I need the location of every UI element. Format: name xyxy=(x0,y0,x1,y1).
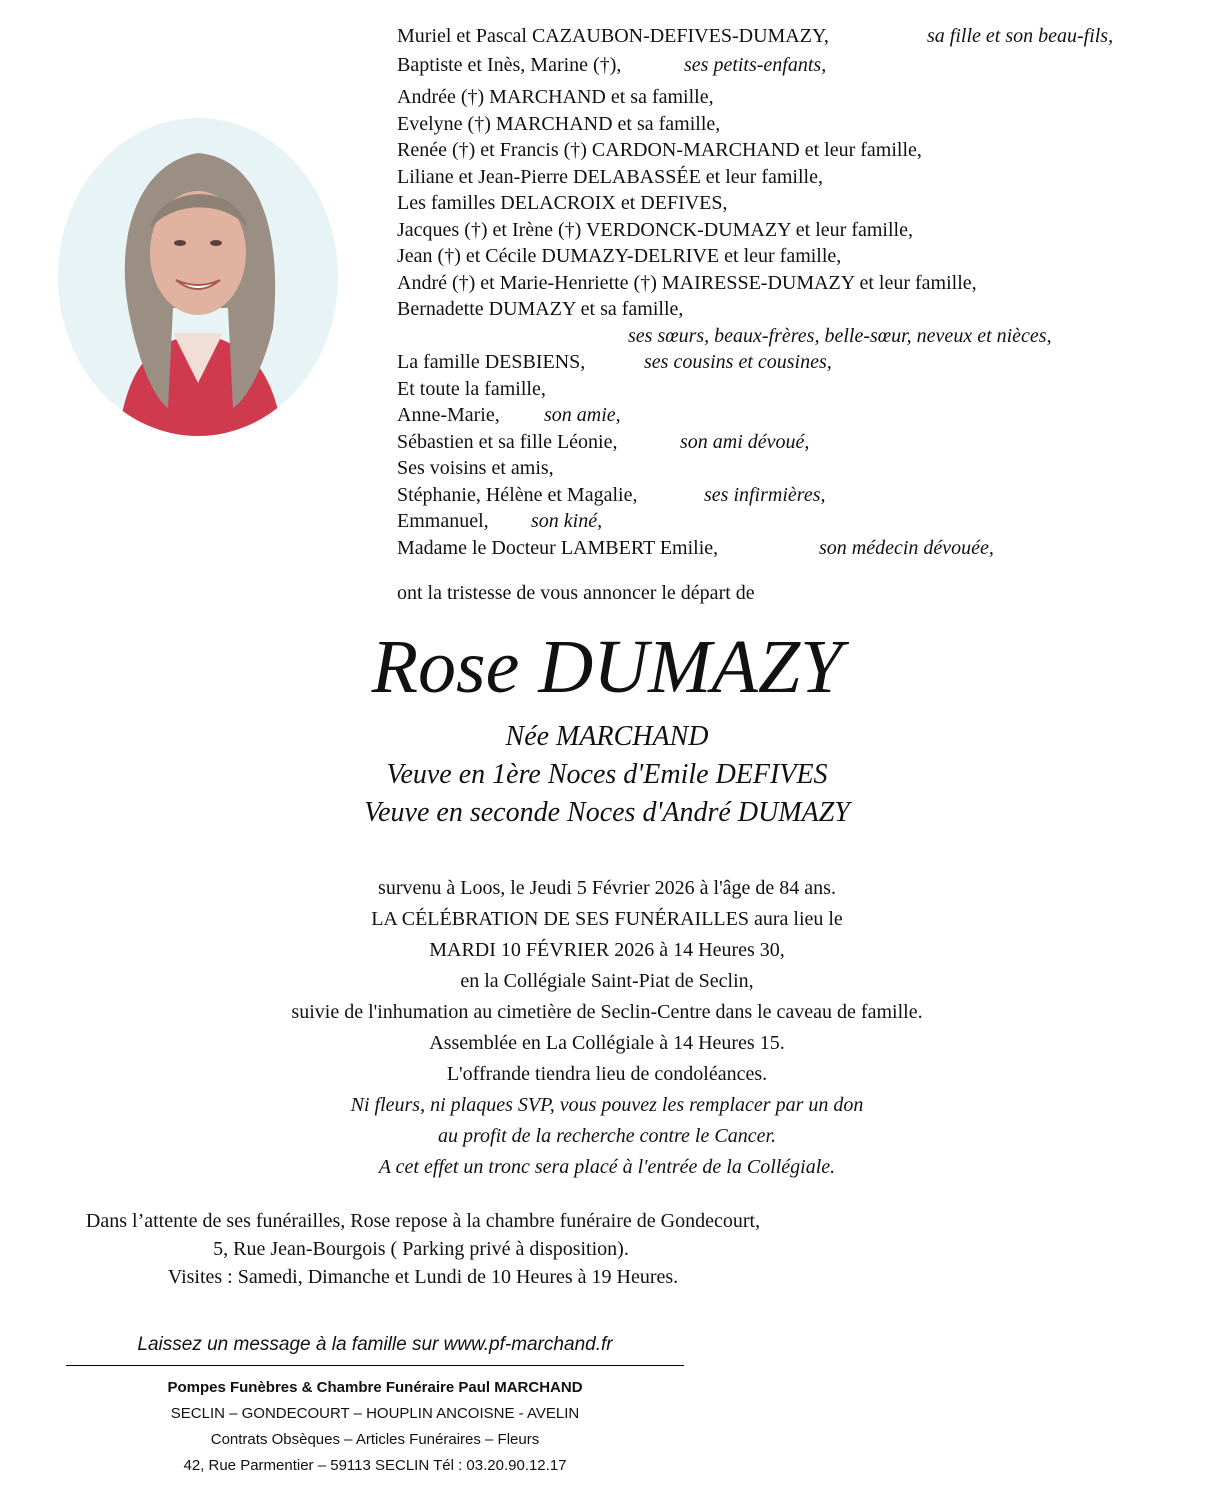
family-line: André (†) et Marie-Henriette (†) MAIRESSE-DUMAZY et leur famille, xyxy=(397,271,977,294)
company-name: Pompes Funèbres & Chambre Funéraire Paul MARCHAND xyxy=(167,1379,583,1396)
ceremony-info: LA CÉLÉBRATION DE SES FUNÉRAILLES aura lieu le xyxy=(371,908,843,930)
family-line xyxy=(397,349,1052,376)
collection-note: A cet effet un tronc sera placé à l'entrée de la Collégiale. xyxy=(378,1156,836,1178)
company-services: Contrats Obsèques – Articles Funéraires – Fleurs xyxy=(210,1431,540,1448)
family-relation: ses cousins et cousines, xyxy=(644,351,832,373)
funeral-details xyxy=(0,873,1214,1183)
wake-location: Dans l’attente de ses funérailles, Rose repose à la chambre funéraire de Gondecourt, xyxy=(85,1210,761,1232)
family-line xyxy=(397,482,1052,509)
family-line: Liliane et Jean-Pierre DELABASSÉE et leur famille, xyxy=(397,165,823,188)
family-relation: ses infirmières, xyxy=(704,483,826,506)
condolences-info: L'offrande tiendra lieu de condoléances. xyxy=(446,1063,768,1085)
funeral-home-info xyxy=(66,1375,684,1479)
family-line: Ses voisins et amis, xyxy=(397,457,554,479)
company-address: 42, Rue Parmentier – 59113 SECLIN Tél : 03.20.90.12.17 xyxy=(183,1457,567,1474)
family-line xyxy=(397,23,1114,52)
family-relation: ses sœurs, beaux-frères, belle-sœur, neveux et nièces, xyxy=(628,324,1052,347)
family-line: Bernadette DUMAZY et sa famille, xyxy=(397,298,684,320)
ceremony-place: en la Collégiale Saint-Piat de Seclin, xyxy=(460,970,754,992)
message-link[interactable]: Laissez un message à la famille sur www.pf-marchand.fr xyxy=(137,1334,613,1355)
family-relation: son médecin dévouée, xyxy=(819,536,994,559)
donation-note: au profit de la recherche contre le Cancer. xyxy=(437,1125,777,1147)
family-names: Stéphanie, Hélène et Magalie, xyxy=(397,483,638,506)
family-names: La famille DESBIENS, xyxy=(397,351,586,373)
family-line xyxy=(397,402,1052,429)
family-line: Jean (†) et Cécile DUMAZY-DELRIVE et leur famille, xyxy=(397,245,842,267)
family-relation: ses petits-enfants, xyxy=(684,54,827,76)
portrait-photo xyxy=(58,118,338,436)
death-info: survenu à Loos, le Jeudi 5 Février 2026 à l'âge de 84 ans. xyxy=(378,877,836,899)
family-list xyxy=(397,23,1114,561)
maiden-name: Née MARCHAND xyxy=(505,721,709,752)
subtitle-block xyxy=(0,718,1214,832)
family-names: Emmanuel, xyxy=(397,510,489,532)
ceremony-date: MARDI 10 FÉVRIER 2026 à 14 Heures 30, xyxy=(429,939,785,961)
burial-info: suivie de l'inhumation au cimetière de Seclin-Centre dans le caveau de famille. xyxy=(291,1001,923,1023)
wake-visits: Visites : Samedi, Dimanche et Lundi de 10 Heures à 19 Heures. xyxy=(167,1266,679,1288)
family-line: Et toute la famille, xyxy=(397,377,546,400)
family-relation: son amie, xyxy=(544,404,621,426)
family-names: Muriel et Pascal CAZAUBON-DEFIVES-DUMAZY, xyxy=(397,25,829,47)
wake-info xyxy=(0,1207,846,1291)
announcement: ont la tristesse de vous annoncer le départ de xyxy=(397,582,755,604)
family-names: Sébastien et sa fille Léonie, xyxy=(397,430,618,453)
family-names: Madame le Docteur LAMBERT Emilie, xyxy=(397,536,719,559)
family-relation: sa fille et son beau-fils, xyxy=(927,25,1114,47)
family-line xyxy=(397,429,1052,456)
family-line: Les familles DELACROIX et DEFIVES, xyxy=(397,192,728,214)
family-names: Anne-Marie, xyxy=(397,404,500,426)
family-line: Jacques (†) et Irène (†) VERDONCK-DUMAZY et leur famille, xyxy=(397,218,913,241)
portrait-illustration xyxy=(58,118,338,436)
flowers-note: Ni fleurs, ni plaques SVP, vous pouvez les remplacer par un don xyxy=(350,1094,864,1116)
first-marriage: Veuve en 1ère Noces d'Emile DEFIVES xyxy=(386,759,828,790)
family-line xyxy=(397,508,1052,535)
family-line xyxy=(397,52,1052,84)
family-line: Evelyne (†) MARCHAND et sa famille, xyxy=(397,112,721,135)
family-line xyxy=(397,535,1052,562)
wake-address: 5, Rue Jean-Bourgois ( Parking privé à disposition). xyxy=(213,1238,629,1260)
second-marriage: Veuve en seconde Noces d'André DUMAZY xyxy=(364,797,850,828)
family-relation: son ami dévoué, xyxy=(680,430,810,453)
family-names: Baptiste et Inès, Marine (†), xyxy=(397,54,622,76)
deceased-name: Rose DUMAZY xyxy=(371,625,843,709)
family-relation: son kiné, xyxy=(531,510,603,532)
footer-divider xyxy=(66,1365,684,1366)
family-line: Andrée (†) MARCHAND et sa famille, xyxy=(397,86,714,108)
family-line: Renée (†) et Francis (†) CARDON-MARCHAND et leur famille, xyxy=(397,139,922,161)
company-locations: SECLIN – GONDECOURT – HOUPLIN ANCOISNE - AVELIN xyxy=(170,1405,580,1422)
assembly-info: Assemblée en La Collégiale à 14 Heures 15. xyxy=(429,1032,785,1054)
